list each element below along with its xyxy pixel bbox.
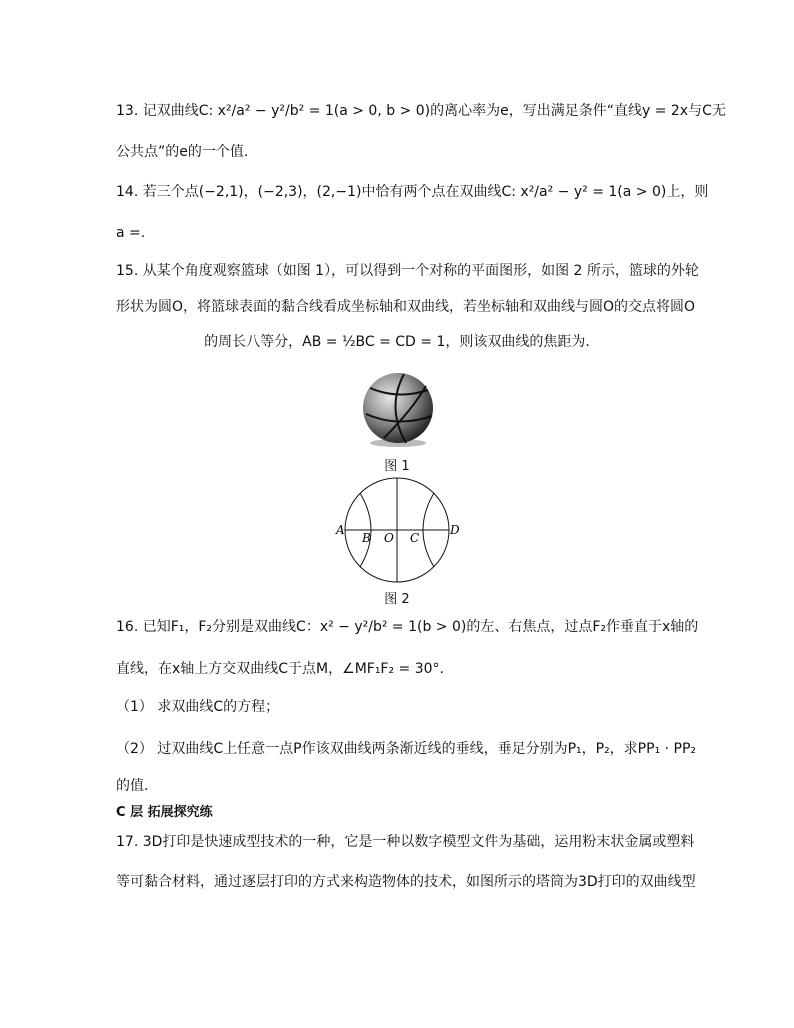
- point-a-label: A: [336, 523, 345, 537]
- q17-line1: 17. 3D打印是快速成型技术的一种，它是一种以数字模型文件为基础，运用粉末状金属或塑料: [116, 834, 695, 850]
- point-c-label: C: [410, 531, 420, 545]
- figure1-caption: 图 1: [384, 459, 410, 474]
- q14-line1: 14. 若三个点(−2,1)，(−2,3)，(2,−1)中恰有两个点在双曲线C: x²/a² − y² = 1(a > 0)上，则: [116, 184, 709, 200]
- q15-line1: 15. 从某个角度观察篮球（如图 1），可以得到一个对称的平面图形，如图 2 所示，篮球的外轮: [116, 263, 699, 279]
- basketball-diagram: [330, 476, 462, 586]
- q16-part1: （1） 求双曲线C的方程；: [116, 699, 280, 715]
- figure2-caption: 图 2: [384, 592, 410, 607]
- q13-line2: 公共点”的e的一个值.: [116, 144, 249, 160]
- point-d-label: D: [450, 523, 460, 537]
- q15-line3: 的周长八等分，AB = ½BC = CD = 1，则该双曲线的焦距为.: [204, 334, 590, 350]
- point-o-label: O: [384, 531, 394, 545]
- q16-line2: 直线，在x轴上方交双曲线C于点M，∠MF₁F₂ = 30°.: [116, 661, 444, 677]
- q17-line2: 等可黏合材料，通过逐层打印的方式来构造物体的技术，如图所示的塔筒为3D打印的双曲线型: [116, 874, 696, 890]
- point-b-label: B: [362, 531, 371, 545]
- q16-part2-end: 的值.: [116, 778, 149, 794]
- section-title: C 层 拓展探究练: [116, 805, 213, 820]
- q14-line2: a =.: [116, 225, 146, 241]
- basketball-photo: [356, 370, 440, 450]
- q15-line2: 形状为圆O，将篮球表面的黏合线看成坐标轴和双曲线，若坐标轴和双曲线与圆O的交点将圆O: [116, 299, 696, 315]
- q13-line1: 13. 记双曲线C: x²/a² − y²/b² = 1(a > 0, b > 0)的离心率为e，写出满足条件“直线y = 2x与C无: [116, 103, 726, 119]
- q16-line1: 16. 已知F₁，F₂分别是双曲线C：x² − y²/b² = 1(b > 0)的左、右焦点，过点F₂作垂直于x轴的: [116, 619, 699, 635]
- q16-part2: （2） 过双曲线C上任意一点P作该双曲线两条渐近线的垂线，垂足分别为P₁，P₂，求PP₁ · PP₂: [116, 741, 697, 757]
